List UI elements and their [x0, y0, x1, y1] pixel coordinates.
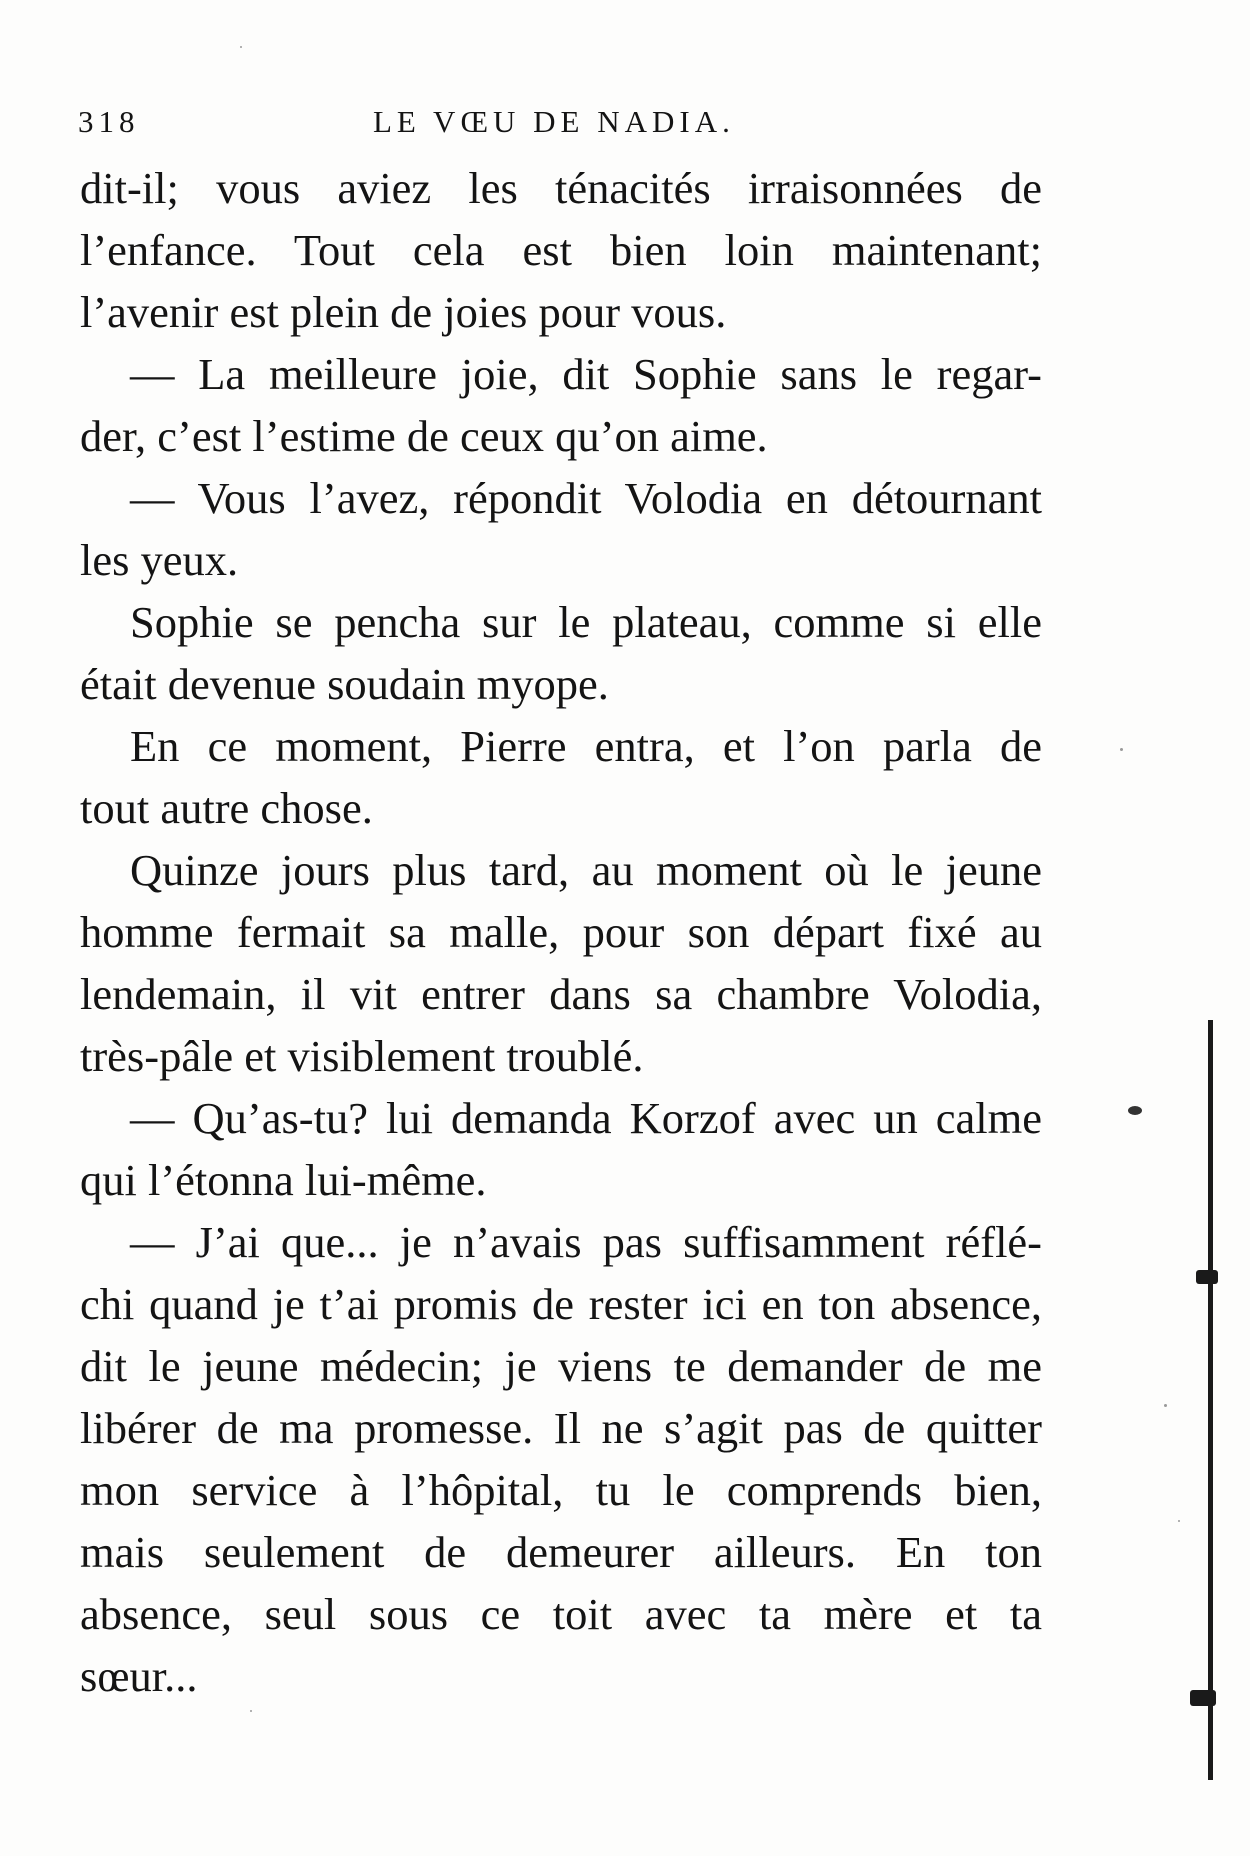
dust-speck — [240, 46, 242, 48]
dust-speck — [1120, 748, 1123, 751]
page-header — [78, 104, 1040, 144]
text-line: homme fermait sa malle, pour son départ fixé au — [80, 907, 1042, 957]
text-line: absence, seul sous ce toit avec ta mère et ta — [80, 1589, 1042, 1639]
text-line: très-pâle et visiblement troublé. — [80, 1031, 644, 1081]
text-line: Sophie se pencha sur le plateau, comme si elle — [130, 597, 1042, 647]
text-line: sœur... — [80, 1651, 198, 1701]
body-text — [80, 157, 1042, 1707]
text-line: — Vous l’avez, répondit Volodia en détournant — [130, 473, 1042, 523]
text-line: dit-il; vous aviez les ténacités irraisonnées de — [80, 163, 1042, 213]
text-line: mon service à l’hôpital, tu le comprends bien, — [80, 1465, 1042, 1515]
text-line: les yeux. — [80, 535, 239, 585]
text-line: tout autre chose. — [80, 783, 373, 833]
dust-speck — [250, 1710, 252, 1712]
text-line: Quinze jours plus tard, au moment où le jeune — [130, 845, 1042, 895]
text-line: l’avenir est plein de joies pour vous. — [80, 287, 727, 337]
dust-speck — [1164, 1404, 1167, 1407]
text-line: — J’ai que... je n’avais pas suffisamment réflé- — [130, 1217, 1042, 1267]
text-line: dit le jeune médecin; je viens te demander de me — [80, 1341, 1042, 1391]
running-title: LE VŒU DE NADIA. — [373, 104, 735, 139]
text-line: qui l’étonna lui-même. — [80, 1155, 487, 1205]
text-line: der, c’est l’estime de ceux qu’on aime. — [80, 411, 768, 461]
scan-margin-mark — [1190, 1690, 1216, 1706]
text-line: libérer de ma promesse. Il ne s’agit pas de quitter — [80, 1403, 1042, 1453]
text-line: — Qu’as-tu? lui demanda Korzof avec un calme — [130, 1093, 1042, 1143]
text-line: était devenue soudain myope. — [80, 659, 609, 709]
text-line: — La meilleure joie, dit Sophie sans le regar- — [130, 349, 1042, 399]
page-number: 318 — [78, 104, 140, 139]
text-line: l’enfance. Tout cela est bien loin maintenant; — [80, 225, 1042, 275]
scan-margin-rule — [1208, 1020, 1213, 1780]
dust-speck — [1178, 1520, 1180, 1522]
text-line: lendemain, il vit entrer dans sa chambre Volodia, — [80, 969, 1042, 1019]
text-line: mais seulement de demeurer ailleurs. En ton — [80, 1527, 1042, 1577]
text-line: En ce moment, Pierre entra, et l’on parla de — [130, 721, 1042, 771]
ink-speck — [1128, 1106, 1142, 1115]
scan-margin-mark — [1196, 1270, 1218, 1284]
text-line: chi quand je t’ai promis de rester ici en ton absence, — [80, 1279, 1042, 1329]
